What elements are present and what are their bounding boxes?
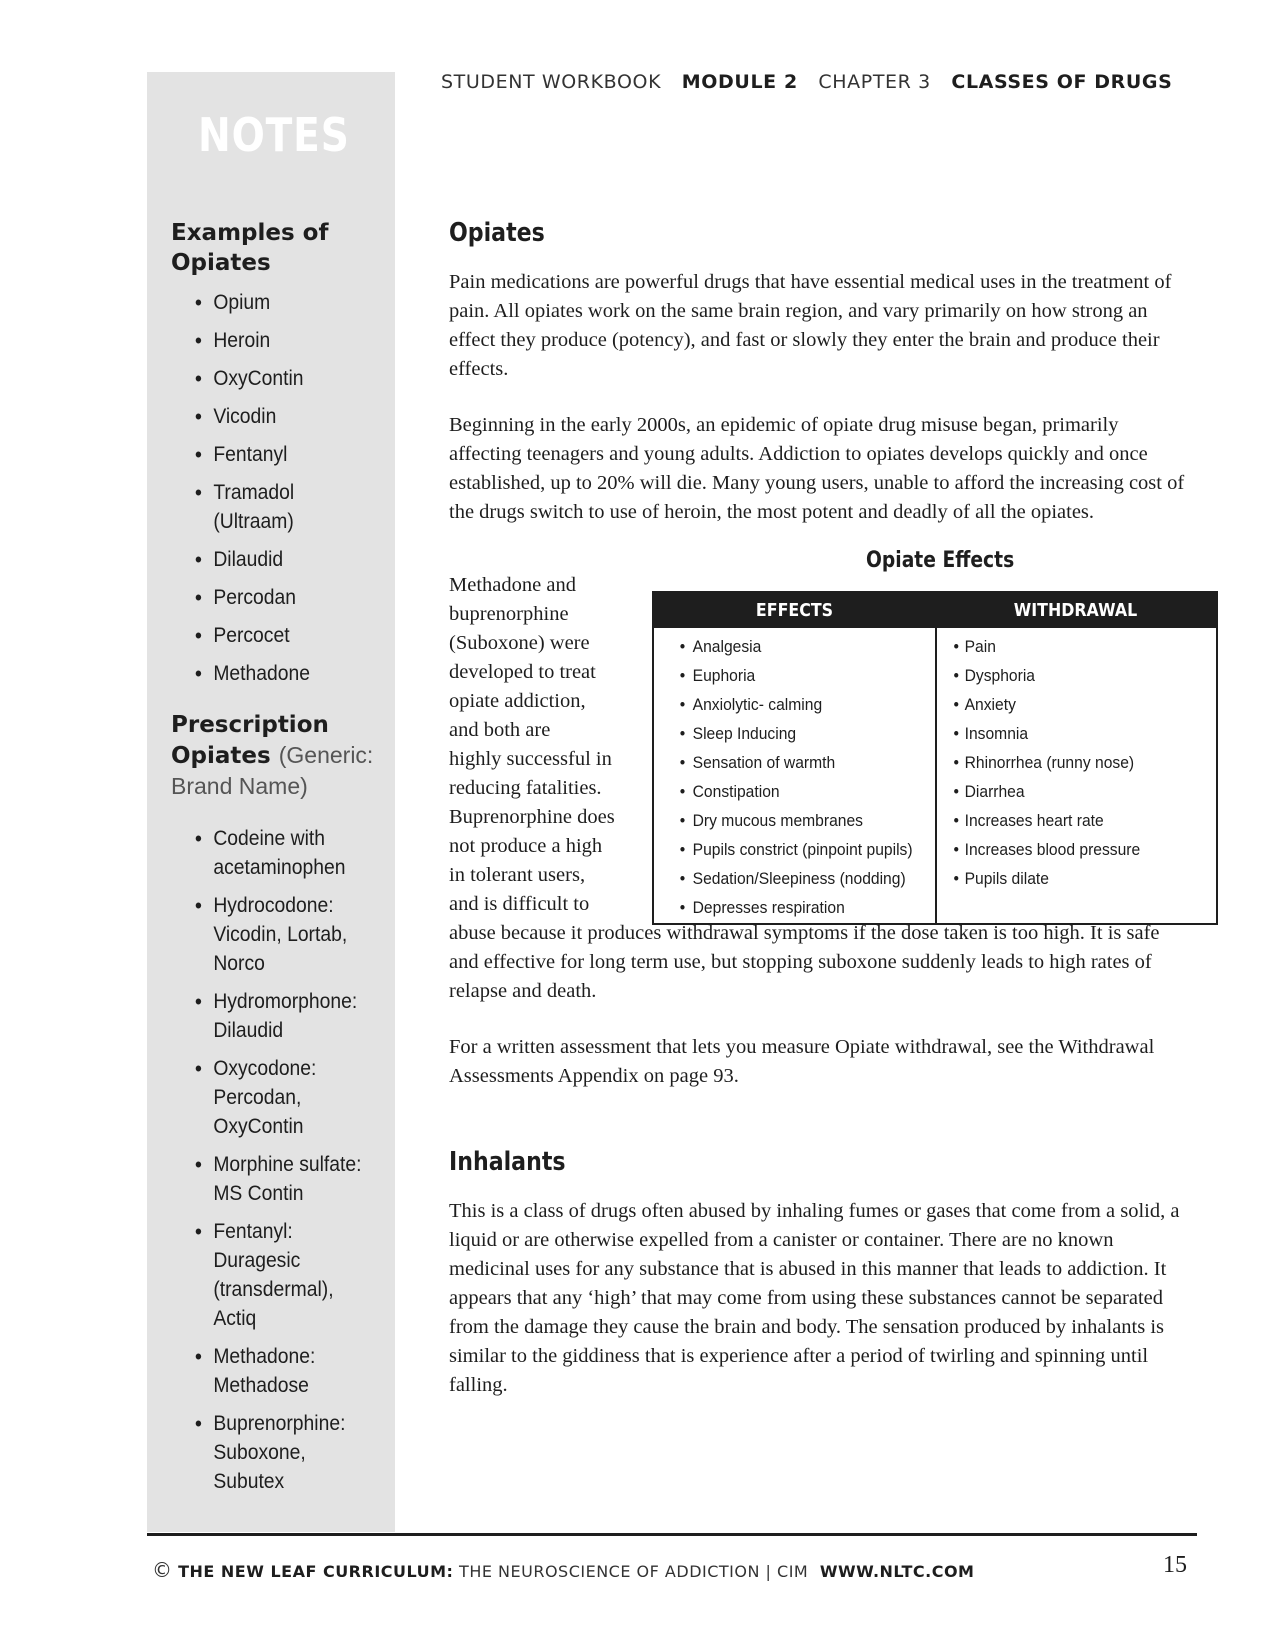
effect-item: • Constipation [654, 777, 913, 806]
list-item: • Fentanyl: Duragesic (transdermal), Actiq [171, 1217, 369, 1333]
footer [152, 1558, 974, 1582]
effect-item: • Analgesia [654, 632, 913, 661]
list-item: • Percodan [171, 583, 369, 612]
header-module: MODULE 2 [681, 71, 798, 93]
rx-list [171, 824, 386, 1496]
page-number: 15 [1163, 1552, 1187, 1578]
opiate-effects-table [652, 591, 1218, 925]
inhalants-paragraph: This is a class of drugs often abused by inhaling fumes or gases that come from a solid, a liquid or are otherwise expelled from a canister or container. There are no known medicinal uses for any substance that is abused in this manner that leads to addiction. It appears that any ‘high’ that may come from using these substances cannot be separated from the damage they cause the brain and body. The sensation produced by inhalants is similar to the giddiness that is experience after a period of twirling and spinning until falling. [449, 1200, 1180, 1396]
examples-heading: Examples of Opiates [171, 220, 329, 276]
effect-item: • Sensation of warmth [654, 748, 913, 777]
footer-subtitle: THE NEUROSCIENCE OF ADDICTION | CIM [459, 1562, 809, 1581]
list-item: • Hydrocodone: Vicodin, Lortab, Norco [171, 891, 369, 978]
running-header [441, 71, 1186, 93]
list-item: • Methadone [171, 659, 369, 688]
list-item: • Codeine with acetaminophen [171, 824, 369, 882]
text-line: Buprenorphine does [449, 806, 615, 828]
notes-title: NOTES [198, 108, 350, 162]
list-item: • OxyContin [171, 364, 369, 393]
withdrawal-item: • Insomnia [937, 719, 1194, 748]
rx-heading-note: (Generic: Brand Name) [171, 742, 374, 799]
text-line: not produce a high [449, 835, 603, 857]
list-item: • Hydromorphone: Dilaudid [171, 987, 369, 1045]
withdrawal-item: • Pupils dilate [937, 864, 1194, 893]
text-line: opiate addiction, [449, 690, 586, 712]
table-header-row [654, 593, 1216, 628]
sidebar-content [171, 218, 386, 1505]
list-item: • Opium [171, 288, 369, 317]
text-line: Methadone and [449, 574, 576, 596]
text-line: highly successful in [449, 748, 612, 770]
copyright-icon: © [152, 1558, 173, 1582]
effects-column-header: EFFECTS [755, 600, 834, 621]
withdrawal-column [937, 628, 1216, 923]
text-line: developed to treat [449, 661, 596, 683]
examples-list [171, 288, 386, 688]
rx-heading-title: Prescription Opiates [171, 712, 329, 769]
opiates-paragraph-4: For a written assessment that lets you measure Opiate withdrawal, see the Withdrawal Assessments Appendix on page 93. [449, 1036, 1155, 1087]
list-item: • Tramadol (Ultraam) [171, 478, 369, 536]
list-item: • Percocet [171, 621, 369, 650]
header-chapter-title: CLASSES OF DRUGS [951, 71, 1173, 93]
table-title: Opiate Effects [866, 548, 1015, 573]
text-line: (Suboxone) were [449, 632, 590, 654]
withdrawal-column-header: WITHDRAWAL [1013, 600, 1138, 621]
effect-item: • Euphoria [654, 661, 913, 690]
list-item: • Oxycodone: Percodan, OxyContin [171, 1054, 369, 1141]
opiates-paragraph-2: Beginning in the early 2000s, an epidemic of opiate drug misuse began, primarily affecting teenagers and young adults. Addiction to opiates develops quickly and once established, up to 20% will die. Many young users, unable to afford the increasing cost of the drugs switch to use of heroin, the most potent and deadly of all the opiates. [449, 414, 1185, 523]
list-item: • Buprenorphine: Suboxone, Subutex [171, 1409, 369, 1496]
withdrawal-item: • Diarrhea [937, 777, 1194, 806]
inhalants-title: Inhalants [449, 1147, 566, 1177]
text-line: reducing fatalities. [449, 777, 602, 799]
list-item: • Vicodin [171, 402, 369, 431]
withdrawal-item: • Rhinorrhea (runny nose) [937, 748, 1194, 777]
table-body [654, 628, 1216, 923]
opiates-paragraph-3-rest: abuse because it produces withdrawal symptoms if the dose taken is too high. It is safe and effective for long term use, but stopping suboxone suddenly leads to high rates of relapse and death. [449, 922, 1160, 1002]
list-item: • Morphine sulfate: MS Contin [171, 1150, 369, 1208]
withdrawal-item: • Dysphoria [937, 661, 1194, 690]
effect-item: • Depresses respiration [654, 893, 913, 922]
text-line: buprenorphine [449, 603, 569, 625]
footer-website: WWW.NLTC.COM [819, 1562, 975, 1581]
opiates-title: Opiates [449, 218, 545, 248]
footer-brand: THE NEW LEAF CURRICULUM: [178, 1562, 454, 1581]
withdrawal-item: • Pain [937, 632, 1194, 661]
effect-item: • Dry mucous membranes [654, 806, 913, 835]
text-line: and is difficult to [449, 893, 590, 915]
header-workbook: STUDENT WORKBOOK [441, 71, 662, 93]
effects-column [654, 628, 937, 923]
withdrawal-item: • Increases heart rate [937, 806, 1194, 835]
rx-heading [171, 710, 386, 802]
effect-item: • Sleep Inducing [654, 719, 913, 748]
withdrawal-item: • Anxiety [937, 690, 1194, 719]
text-line: in tolerant users, [449, 864, 586, 886]
list-item: • Dilaudid [171, 545, 369, 574]
list-item: • Heroin [171, 326, 369, 355]
footer-rule [147, 1533, 1197, 1536]
effect-item: • Sedation/Sleepiness (nodding) [654, 864, 913, 893]
list-item: • Methadone: Methadose [171, 1342, 369, 1400]
effect-item: • Pupils constrict (pinpoint pupils) [654, 835, 913, 864]
effect-item: • Anxiolytic- calming [654, 690, 913, 719]
header-chapter: CHAPTER 3 [818, 71, 931, 93]
withdrawal-item: • Increases blood pressure [937, 835, 1194, 864]
text-line: and both are [449, 719, 551, 741]
opiates-paragraph-1: Pain medications are powerful drugs that have essential medical uses in the treatment of pain. All opiates work on the same brain region, and vary primarily on how strong an effect they produce (potency), and fast or slowly they enter the brain and produce their effects. [449, 271, 1172, 380]
list-item: • Fentanyl [171, 440, 369, 469]
